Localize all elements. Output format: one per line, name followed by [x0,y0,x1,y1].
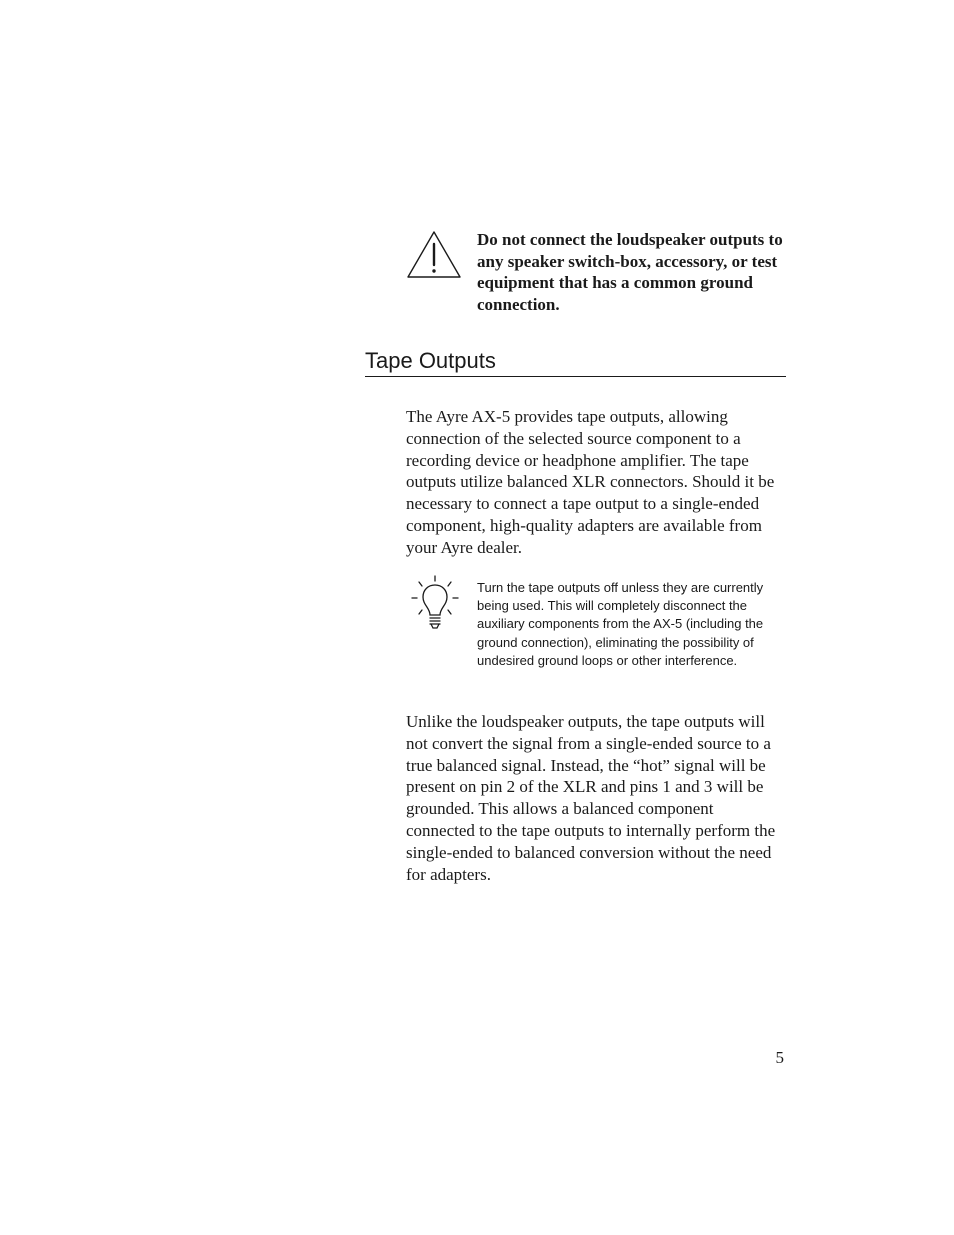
warning-triangle-icon [406,230,462,280]
tip-note: Turn the tape outputs off unless they are currently being used. This will completely disconnect the auxiliary components from the AX-5 (including the ground connection), eliminating the possibility of undesired ground loops or other interference. [477,580,764,668]
body-paragraph-2: Unlike the loudspeaker outputs, the tape outputs will not convert the signal from a single-ended source to a true balanced signal. Instead, the “hot” signal will be present on pin 2 of the XLR and pins 1 and 3 will be grounded. This allows a balanced component connected to the tape outputs to internally perform the single-ended to balanced conversion without the need for adapters. [406,712,776,884]
section-heading: Tape Outputs [365,345,786,377]
lightbulb-icon [410,575,460,631]
body-paragraph-1: The Ayre AX-5 provides tape outputs, allowing connection of the selected source component to a recording device or headphone amplifier. The tape outputs utilize balanced XLR connectors. Should it be necessary to connect a tape output to a single-ended component, high-quality adapters are available from your Ayre dealer. [406,407,775,557]
warning-note: Do not connect the loudspeaker outputs to any speaker switch-box, accessory, or test equipment that has a common ground connection. [477,230,783,315]
page-number: 5 [775,1048,784,1067]
